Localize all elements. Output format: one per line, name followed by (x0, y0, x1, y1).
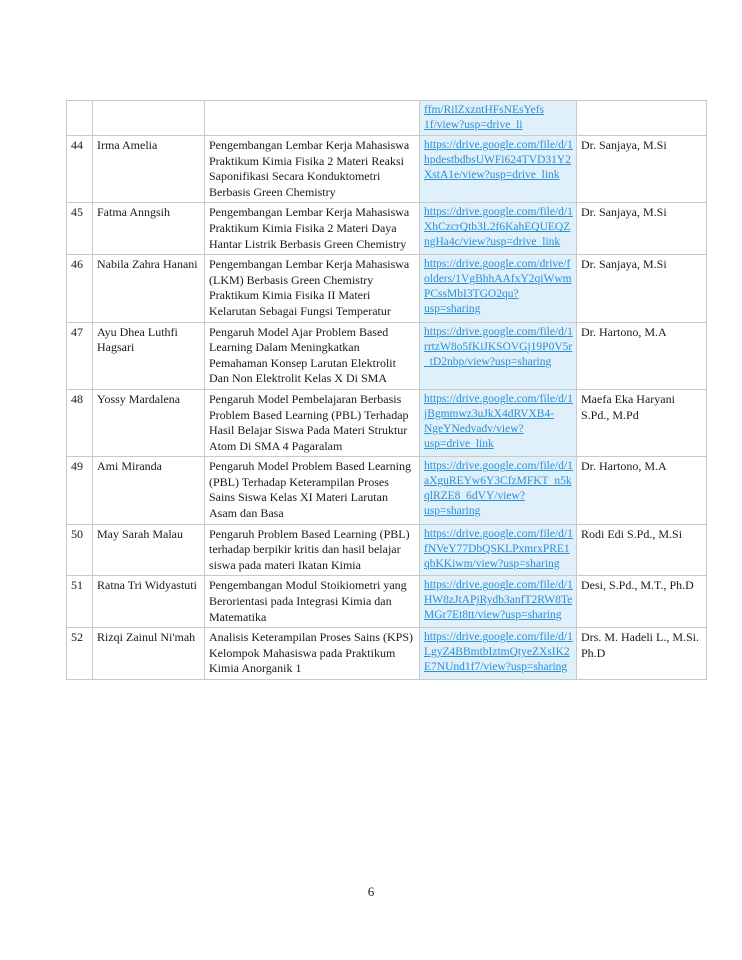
thesis-title: Pengembangan Modul Stoikiometri yang Berorientasi pada Integrasi Kimia dan Matematika (205, 576, 420, 628)
drive-link[interactable]: https://drive.google.com/file/d/1HW8zJtAPjRydb3anfT2RW8TeMGr7Et8tt/view?usp=sharing (420, 576, 577, 628)
table-row (67, 136, 707, 203)
drive-link[interactable]: https://drive.google.com/drive/folders/1VgBhhAAfxY2qiWwmPCssMbI3TGO2qu?usp=sharing (420, 255, 577, 322)
thesis-title: Pengembangan Lembar Kerja Mahasiswa Praktikum Kimia Fisika 2 Materi Daya Hantar Listrik Berbasis Green Chemistry (205, 203, 420, 255)
table-row (67, 322, 707, 389)
table-row (67, 524, 707, 576)
drive-link[interactable]: https://drive.google.com/file/d/1hpdestbdbsUWFi624TVD31Y2XstA1e/view?usp=drive_link (420, 136, 577, 203)
supervisor-name: Maefa Eka Haryani S.Pd., M.Pd (577, 389, 707, 456)
supervisor-name: Desi, S.Pd., M.T., Ph.D (577, 576, 707, 628)
table-row (67, 628, 707, 680)
thesis-title: Pengaruh Problem Based Learning (PBL) terhadap berpikir kritis dan hasil belajar siswa pada materi Ikatan Kimia (205, 524, 420, 576)
table-row (67, 389, 707, 456)
thesis-title: Pengaruh Model Problem Based Learning (PBL) Terhadap Keterampilan Proses Sains Siswa Kelas XI Materi Larutan Asam dan Basa (205, 457, 420, 524)
table-row (67, 255, 707, 322)
student-name: Nabila Zahra Hanani (93, 255, 205, 322)
row-number: 45 (67, 203, 93, 255)
supervisor-name: Drs. M. Hadeli L., M.Si. Ph.D (577, 628, 707, 680)
student-name: Ami Miranda (93, 457, 205, 524)
student-name (93, 101, 205, 136)
supervisor-name: Dr. Sanjaya, M.Si (577, 136, 707, 203)
thesis-title: Pengaruh Model Pembelajaran Berbasis Problem Based Learning (PBL) Terhadap Hasil Belajar Siswa Pada Materi Struktur Atom Di SMA 4 Pagaralam (205, 389, 420, 456)
row-number: 52 (67, 628, 93, 680)
row-number: 47 (67, 322, 93, 389)
thesis-table (66, 100, 707, 680)
row-number: 50 (67, 524, 93, 576)
table-row (67, 457, 707, 524)
student-name: Ratna Tri Widyastuti (93, 576, 205, 628)
thesis-title: Analisis Keterampilan Proses Sains (KPS) Kelompok Mahasiswa pada Praktikum Kimia Anorganik 1 (205, 628, 420, 680)
supervisor-name: Rodi Edi S.Pd., M.Si (577, 524, 707, 576)
drive-link[interactable]: ffm/RilZxzntHFsNEsYefs 1f/view?usp=drive_li (420, 101, 577, 136)
row-number: 46 (67, 255, 93, 322)
student-name: Irma Amelia (93, 136, 205, 203)
thesis-title: Pengaruh Model Ajar Problem Based Learning Dalam Meningkatkan Pemahaman Konsep Larutan Elektrolit Dan Non Elektrolit Kelas X Di SMA (205, 322, 420, 389)
thesis-table-body (67, 101, 707, 680)
supervisor-name: Dr. Hartono, M.A (577, 322, 707, 389)
drive-link[interactable]: https://drive.google.com/file/d/1LgyZ4BBmtbIztmQtyeZXsIK2E7NUnd1f7/view?usp=sharing (420, 628, 577, 680)
drive-link[interactable]: https://drive.google.com/file/d/1XhCzcrQtb3L2f6KahEQUEQZngHa4c/view?usp=drive_link (420, 203, 577, 255)
supervisor-name: Dr. Hartono, M.A (577, 457, 707, 524)
drive-link[interactable]: https://drive.google.com/file/d/1fNVeY77DbQSKLPxmrxPRE1qbKKiwm/view?usp=sharing (420, 524, 577, 576)
student-name: Ayu Dhea Luthfi Hagsari (93, 322, 205, 389)
row-number: 51 (67, 576, 93, 628)
table-row (67, 203, 707, 255)
student-name: Fatma Anngsih (93, 203, 205, 255)
drive-link[interactable]: https://drive.google.com/file/d/1aXguREYw6Y3CfzMFKT_n5kqlRZE8_6dVY/view?usp=sharing (420, 457, 577, 524)
student-name: May Sarah Malau (93, 524, 205, 576)
supervisor-name: Dr. Sanjaya, M.Si (577, 255, 707, 322)
student-name: Yossy Mardalena (93, 389, 205, 456)
row-number: 48 (67, 389, 93, 456)
table-row (67, 576, 707, 628)
thesis-title: Pengembangan Lembar Kerja Mahasiswa Praktikum Kimia Fisika 2 Materi Reaksi Saponifikasi Secara Konduktometri Berbasis Green Chemistry (205, 136, 420, 203)
supervisor-name (577, 101, 707, 136)
drive-link[interactable]: https://drive.google.com/file/d/1rrtzW8o5fKiJKSOVGj19P0V5r_tD2nbp/view?usp=sharing (420, 322, 577, 389)
thesis-title: Pengembangan Lembar Kerja Mahasiswa (LKM) Berbasis Green Chemistry Praktikum Kimia Fisika II Materi Kelarutan Sebagai Fungsi Temperatur (205, 255, 420, 322)
table-row (67, 101, 707, 136)
page-number: 6 (367, 884, 375, 899)
student-name: Rizqi Zainul Ni'mah (93, 628, 205, 680)
thesis-title (205, 101, 420, 136)
row-number: 49 (67, 457, 93, 524)
supervisor-name: Dr. Sanjaya, M.Si (577, 203, 707, 255)
drive-link[interactable]: https://drive.google.com/file/d/1jBgmmwz3uJkX4dRVXB4-NgeYNedvadv/view?usp=drive_link (420, 389, 577, 456)
row-number: 44 (67, 136, 93, 203)
row-number (67, 101, 93, 136)
